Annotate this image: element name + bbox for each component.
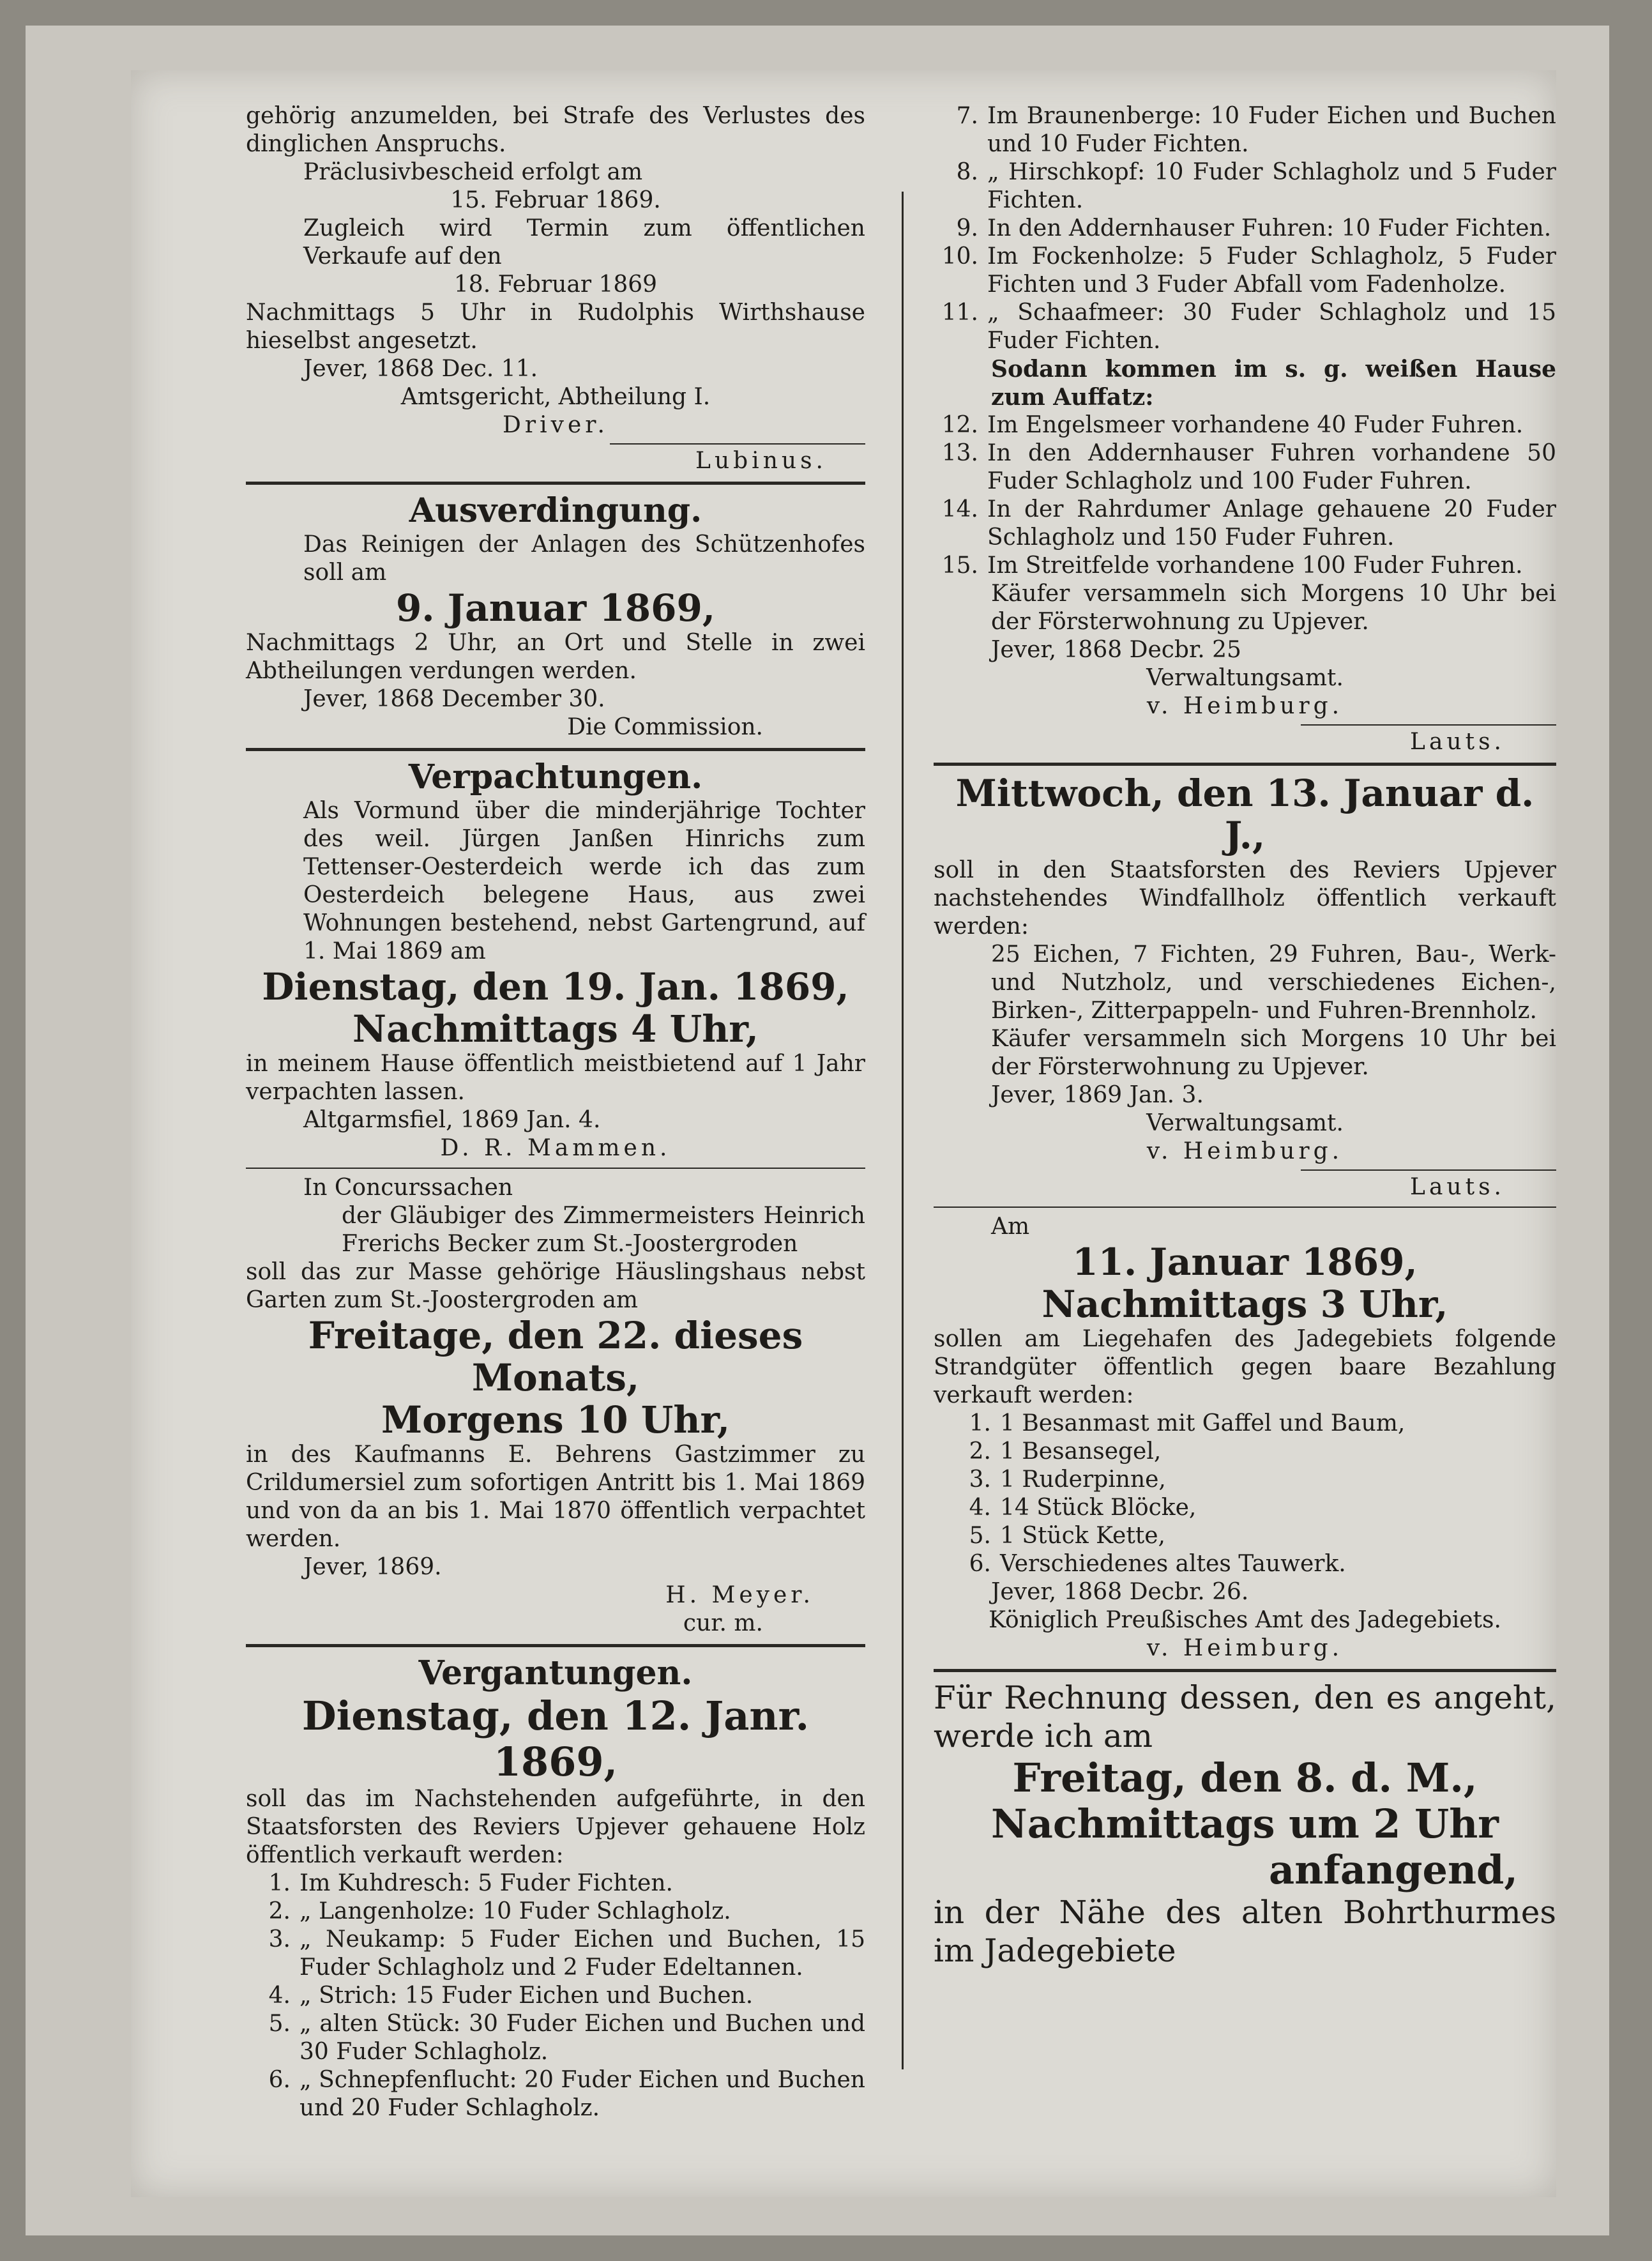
section-rule — [246, 1644, 865, 1647]
concurs-text: der Gläubiger des Zimmermeisters Heinrich Frerichs Becker zum St.-Joostergroden — [342, 1203, 865, 1257]
final-date: Freitag, den 8. d. M., — [1012, 1755, 1478, 1801]
jade-time: Nachmittags 3 Uhr, — [1042, 1283, 1448, 1326]
place: Jever, 1868 Decbr. 25 — [991, 637, 1241, 663]
intro-judge: Driver. — [503, 412, 609, 438]
final-time: Nachmittags um 2 Uhr — [991, 1800, 1499, 1847]
list-item: 8. „ Hirschkopf: 10 Fuder Schlagholz und 5 Fuder Fichten. — [956, 159, 1556, 213]
intro-text: Präclusivbescheid erfolgt am — [303, 159, 643, 185]
verpachtungen-date: Dienstag, den 19. Jan. 1869, — [262, 965, 849, 1009]
verpachtungen-time: Nachmittags 4 Uhr, — [352, 1007, 759, 1051]
heading-verpachtungen: Verpachtungen. — [408, 757, 703, 796]
concurs-place: Jever, 1869. — [303, 1554, 442, 1580]
jade-am: Am — [991, 1214, 1030, 1240]
section-rule — [246, 1168, 865, 1169]
concurs-text: soll das zur Masse gehörige Häuslingshaus nebst Garten zum St.-Joostergroden am — [246, 1259, 865, 1313]
weissen-list — [934, 411, 1556, 580]
section-rule — [934, 1207, 1556, 1208]
section-rule — [934, 1669, 1556, 1672]
list-item: 4. 14 Stück Blöcke, — [969, 1495, 1197, 1521]
section-rule — [246, 748, 865, 751]
list-item: 1. Im Kuhdresch: 5 Fuder Fichten. — [268, 1870, 673, 1896]
vergantungen-list — [246, 1869, 865, 2122]
intro-place: Jever, 1868 Dec. 11. — [303, 356, 538, 382]
verpachtungen-text: in meinem Hause öffentlich meistbietend auf 1 Jahr verpachten lassen. — [246, 1051, 865, 1105]
jade-place: Jever, 1868 Decbr. 26. — [991, 1579, 1249, 1605]
intro-date: 18. Februar 1869 — [453, 271, 658, 298]
verpachtungen-text: Als Vormund über die minderjährige Tochter des weil. Jürgen Janßen Hinrichs zum Tettenser-Oesterdeich werde ich das zum Oesterdeich belegene Haus, aus zwei Wohnungen bestehend, nebst Gartengrund, auf 1. Mai 1869 am — [303, 798, 865, 964]
list-item: 1. 1 Besanmast mit Gaffel und Baum, — [969, 1410, 1406, 1436]
column-divider — [902, 192, 904, 2069]
jade-office: Königlich Preußisches Amt des Jadegebiets. — [989, 1607, 1501, 1633]
signature: v. Heimburg. — [1146, 693, 1344, 719]
heading-ausverdingung: Ausverdingung. — [409, 491, 702, 530]
left-column — [246, 102, 865, 2122]
clerk: Lauts. — [1410, 729, 1505, 755]
right-column — [934, 102, 1556, 1970]
intro-text: gehörig anzumelden, bei Strafe des Verlustes des dinglichen Anspruchs. — [246, 103, 865, 157]
jade-text: sollen am Liegehafen des Jadegebiets folgende Strandgüter öffentlich gegen baare Bezahlung verkauft werden: — [934, 1326, 1556, 1408]
list-item: 14. In der Rahrdumer Anlage gehauene 20 Fuder Schlagholz und 150 Fuder Fuhren. — [941, 496, 1556, 551]
list-item: 9. In den Addernhauser Fuhren: 10 Fuder Fichten. — [956, 215, 1552, 241]
list-item: 13. In den Addernhauser Fuhren vorhandene 50 Fuder Schlagholz und 100 Fuder Fuhren. — [941, 440, 1556, 494]
verpachtungen-place: Altgarmsfiel, 1869 Jan. 4. — [303, 1107, 601, 1133]
rule — [1301, 724, 1556, 726]
final-begin: anfangend, — [1269, 1846, 1518, 1893]
list-item: 6. Verschiedenes altes Tauwerk. — [969, 1551, 1346, 1577]
jade-date: 11. Januar 1869, — [1072, 1240, 1418, 1284]
mittwoch-place: Jever, 1869 Jan. 3. — [991, 1082, 1204, 1108]
vergantungen-date: Dienstag, den 12. Janr. 1869, — [301, 1693, 810, 1785]
mittwoch-clerk: Lauts. — [1410, 1174, 1505, 1200]
list-item: 5. 1 Stück Kette, — [969, 1523, 1165, 1549]
list-item: 3. „ Neukamp: 5 Fuder Eichen und Buchen, 15 Fuder Schlagholz und 2 Fuder Edeltannen. — [268, 1926, 865, 1981]
mittwoch-office: Verwaltungsamt. — [1146, 1110, 1344, 1136]
ausverdingung-place: Jever, 1868 December 30. — [303, 686, 605, 712]
jade-sig: v. Heimburg. — [1146, 1635, 1344, 1661]
list-item: 15. Im Streitfelde vorhandene 100 Fuder Fuhren. — [941, 552, 1523, 579]
list-item: 7. Im Braunenberge: 10 Fuder Eichen und Buchen und 10 Fuder Fichten. — [956, 103, 1556, 157]
concurs-sig: H. Meyer. — [665, 1582, 814, 1608]
list-item: 2. „ Langenholze: 10 Fuder Schlagholz. — [268, 1898, 731, 1924]
ausverdingung-sig: Die Commission. — [567, 714, 763, 740]
list-item: 11. „ Schaafmeer: 30 Fuder Schlagholz und 15 Fuder Fichten. — [941, 300, 1556, 354]
intro-clerk: Lubinus. — [695, 448, 827, 474]
continued-list — [934, 102, 1556, 355]
rule — [1301, 1169, 1556, 1171]
mittwoch-sig: v. Heimburg. — [1146, 1138, 1344, 1164]
final-text: in der Nähe des alten Bohrthurmes im Jadegebiete — [934, 1894, 1556, 1969]
concurs-text: in des Kaufmanns E. Behrens Gastzimmer zu Crildumersiel zum sofortigen Antritt bis 1. Mai 1869 und von da an bis 1. Mai 1870 öffentlich verpachtet werden. — [246, 1442, 865, 1552]
mittwoch-text: 25 Eichen, 7 Fichten, 29 Fuhren, Bau-, Werk- und Nutzholz, und verschiedenes Eichen-, Birken-, Zitterpappeln- und Fuhren-Brennholz. — [991, 941, 1556, 1024]
heading-vergantungen: Vergantungen. — [418, 1654, 693, 1693]
concurs-time: Morgens 10 Uhr, — [381, 1398, 731, 1442]
intro-date: 15. Februar 1869. — [450, 187, 661, 213]
list-item: 5. „ alten Stück: 30 Fuder Eichen und Buchen und 30 Fuder Schlagholz. — [268, 2011, 865, 2065]
ausverdingung-text: Nachmittags 2 Uhr, an Ort und Stelle in zwei Abtheilungen verdungen werden. — [246, 630, 865, 684]
list-item: 3. 1 Ruderpinne, — [969, 1466, 1166, 1493]
list-item: 10. Im Fockenholze: 5 Fuder Schlagholz, 5 Fuder Fichten und 3 Fuder Abfall vom Fadenholze. — [941, 243, 1556, 298]
mittwoch-date: Mittwoch, den 13. Januar d. J., — [955, 772, 1535, 857]
section-rule — [246, 482, 865, 485]
kaeufer-text: Käufer versammeln sich Morgens 10 Uhr bei der Försterwohnung zu Upjever. — [991, 581, 1556, 635]
list-item: 2. 1 Besansegel, — [969, 1438, 1162, 1465]
concurs-sig2: cur. m. — [683, 1610, 763, 1636]
intro-text: Zugleich wird Termin zum öffentlichen Verkaufe auf den — [303, 215, 865, 270]
jade-list — [934, 1410, 1556, 1578]
list-item: 6. „ Schnepfenflucht: 20 Fuder Eichen und Buchen und 20 Fuder Schlagholz. — [268, 2067, 865, 2121]
office: Verwaltungsamt. — [1146, 665, 1344, 691]
weissen-hause-heading: Sodann kommen im s. g. weißen Hause zum Auffatz: — [991, 356, 1556, 411]
rule — [610, 443, 865, 445]
list-item: 4. „ Strich: 15 Fuder Eichen und Buchen. — [268, 1983, 754, 2009]
ausverdingung-date: 9. Januar 1869, — [395, 586, 716, 630]
mittwoch-text: Käufer versammeln sich Morgens 10 Uhr bei der Försterwohnung zu Upjever. — [991, 1026, 1556, 1080]
verpachtungen-sig: D. R. Mammen. — [440, 1135, 671, 1161]
mittwoch-text: soll in den Staatsforsten des Reviers Upjever nachstehendes Windfallholz öffentlich verkauft werden: — [934, 857, 1556, 940]
section-rule — [934, 763, 1556, 766]
intro-text: Nachmittags 5 Uhr in Rudolphis Wirthshause hieselbst angesetzt. — [246, 300, 865, 354]
list-item: 12. Im Engelsmeer vorhandene 40 Fuder Fuhren. — [941, 412, 1524, 438]
vergantungen-text: soll das im Nachstehenden aufgeführte, in den Staatsforsten des Reviers Upjever gehauene Holz öffentlich verkauft werden: — [246, 1786, 865, 1868]
concurs-text: In Concurssachen — [303, 1175, 513, 1201]
final-text: Für Rechnung dessen, den es angeht, werde ich am — [934, 1679, 1556, 1755]
concurs-date: Freitage, den 22. dieses Monats, — [308, 1314, 803, 1399]
ausverdingung-text: Das Reinigen der Anlagen des Schützenhofes soll am — [303, 531, 865, 586]
intro-court: Amtsgericht, Abtheilung I. — [400, 384, 711, 410]
